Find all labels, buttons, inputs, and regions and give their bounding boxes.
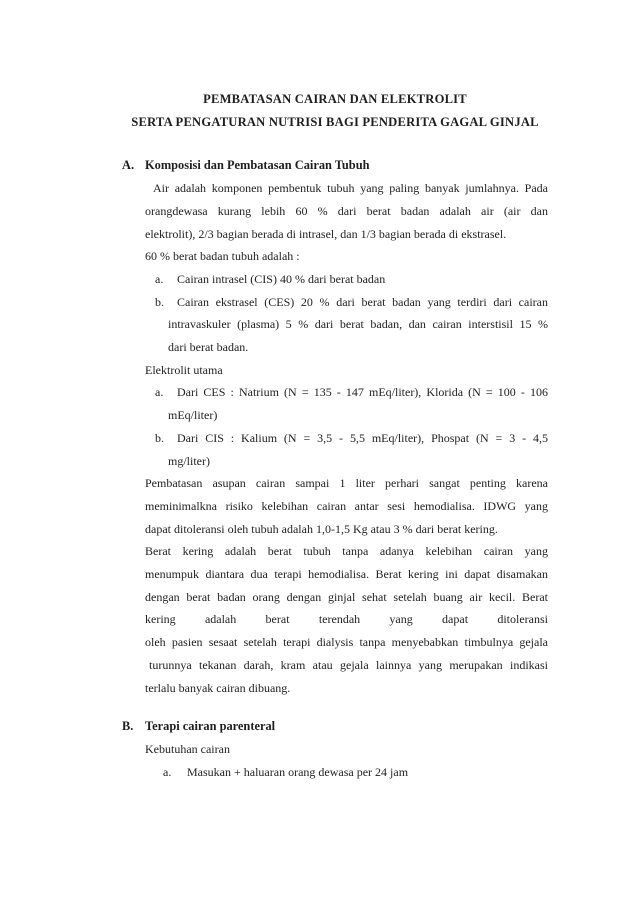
text-line	[122, 336, 548, 359]
line-text: Cairan ekstrasel (CES) 20 % dari berat badan yang terdiri dari cairan	[177, 294, 548, 309]
line-text: orangdewasa kurang lebih 60 % dari berat badan adalah air (air dan	[145, 203, 549, 218]
document-content	[122, 88, 548, 783]
text-line	[122, 495, 548, 518]
line-text: SERTA PENGATURAN NUTRISI BAGI PENDERITA GAGAL GINJAL	[131, 114, 539, 129]
line-text: dengan berat badan orang dengan ginjal sehat setelah buang air kecil. Berat	[145, 589, 548, 604]
line-text: 60 % berat badan tubuh adalah :	[145, 249, 300, 264]
document-title-line	[122, 88, 548, 111]
document-title-line	[122, 111, 548, 134]
line-text: Terapi cairan parenteral	[145, 719, 276, 734]
text-line	[122, 200, 548, 223]
section-marker: A.	[122, 158, 135, 173]
text-line	[122, 404, 548, 427]
line-text: Komposisi dan Pembatasan Cairan Tubuh	[145, 158, 370, 173]
line-text: terlalu banyak cairan dibuang.	[145, 680, 291, 695]
line-text: Dari CIS : Kalium (N = 3,5 - 5,5 mEq/liter), Phospat (N = 3 - 4,5	[177, 430, 548, 445]
line-text: meminimalkna risiko kelebihan cairan antar sesi hemodialisa. IDWG yang	[145, 498, 549, 513]
text-line	[122, 177, 548, 200]
text-line	[122, 631, 548, 654]
list-marker: a.	[155, 271, 164, 286]
line-text: Cairan intrasel (CIS) 40 % dari berat badan	[177, 271, 386, 286]
line-text: PEMBATASAN CAIRAN DAN ELEKTROLIT	[203, 92, 467, 106]
text-line	[122, 608, 548, 631]
line-text: menumpuk diantara dua terapi hemodialisa. Berat kering ini dapat disamakan	[145, 567, 548, 582]
line-text: dapat ditoleransi oleh tubuh adalah 1,0-1,5 Kg atau 3 % dari berat kering.	[145, 521, 498, 536]
line-text: turunnya tekanan darah, kram atau gejala lainnya yang merupakan indikasi	[149, 657, 549, 672]
text-line	[122, 359, 548, 382]
line-text: Pembatasan asupan cairan sampai 1 liter perhari sangat penting karena	[145, 476, 548, 491]
line-text: Masukan + haluaran orang dewasa per 24 jam	[187, 764, 409, 779]
list-marker: b.	[155, 294, 164, 309]
text-line	[122, 450, 548, 473]
line-text: mEq/liter)	[168, 408, 218, 423]
text-line	[122, 540, 548, 563]
line-text: mg/liter)	[168, 453, 210, 468]
line-text: kering adalah berat terendah yang dapat ditoleransi	[145, 612, 548, 627]
line-text: dari berat badan.	[168, 340, 249, 355]
text-line	[122, 472, 548, 495]
section-b-heading	[122, 715, 548, 738]
text-line	[122, 245, 548, 268]
line-text: Air adalah komponen pembentuk tubuh yang paling banyak jumlahnya. Pada	[153, 181, 549, 196]
text-line	[122, 381, 548, 404]
text-line	[122, 654, 548, 677]
line-text: Berat kering adalah berat tubuh tanpa adanya kelebihan cairan yang	[145, 544, 548, 559]
list-marker: b.	[155, 430, 164, 445]
text-line	[122, 518, 548, 541]
text-line	[122, 677, 548, 700]
section-marker: B.	[122, 719, 134, 734]
text-line	[122, 738, 548, 761]
list-marker: a.	[155, 385, 164, 400]
text-line	[122, 761, 548, 784]
line-text: intravaskuler (plasma) 5 % dari berat badan, dan cairan interstisil 15 %	[168, 317, 548, 332]
line-text: Elektrolit utama	[145, 362, 223, 377]
list-marker: a.	[163, 764, 172, 779]
line-text: elektrolit), 2/3 bagian berada di intrasel, dan 1/3 bagian berada di ekstrasel.	[145, 226, 507, 241]
line-text: Dari CES : Natrium (N = 135 - 147 mEq/liter), Klorida (N = 100 - 106	[177, 385, 548, 400]
line-text: oleh pasien sesaat setelah terapi dialysis tanpa menyebabkan timbulnya gejala	[145, 635, 549, 650]
text-line	[122, 563, 548, 586]
text-line	[122, 268, 548, 291]
text-line	[122, 427, 548, 450]
text-line	[122, 313, 548, 336]
text-line	[122, 291, 548, 314]
line-text: Kebutuhan cairan	[145, 741, 230, 756]
text-line	[122, 586, 548, 609]
text-line	[122, 223, 548, 246]
section-a-heading	[122, 154, 548, 177]
